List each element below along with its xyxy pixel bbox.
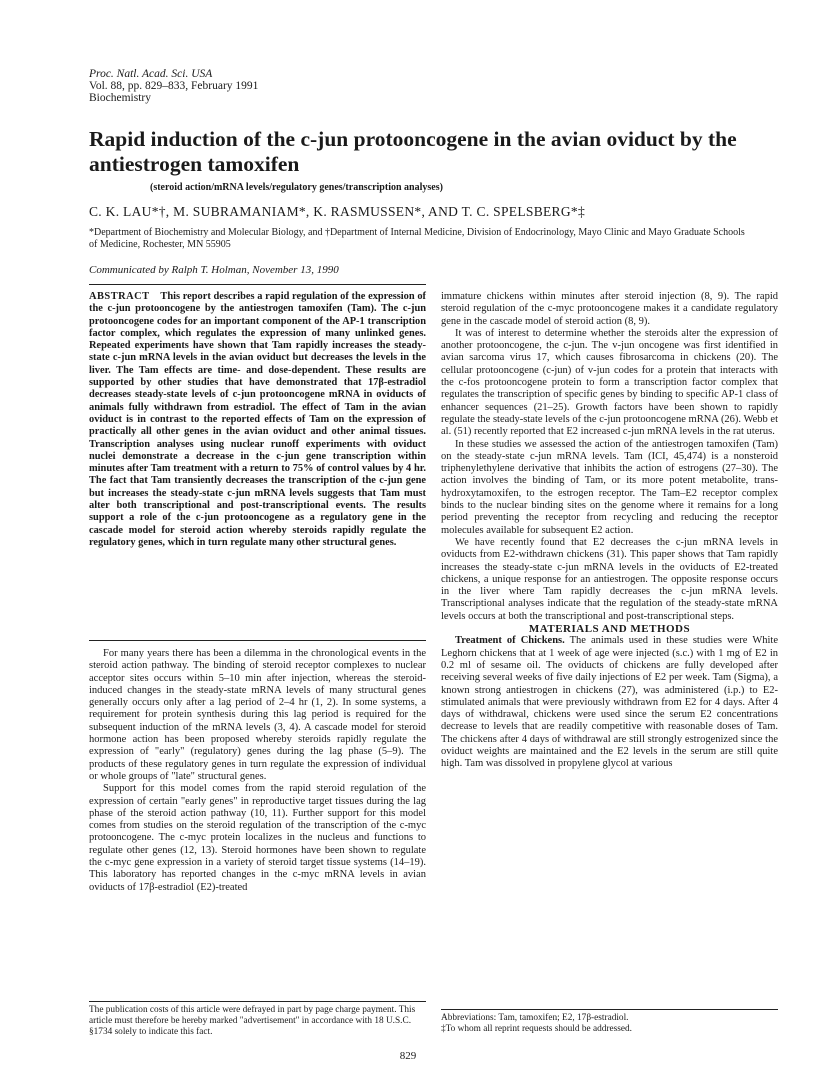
footnote-text: The publication costs of this article were defrayed in part by page charge payment. This article must therefore be hereby marked "advertisement" in accordance with 18 U.S.C. §1734 solely to indicate this fact.	[89, 1005, 416, 1037]
footnote-abbreviations	[441, 1009, 778, 1035]
journal-volume: Vol. 88, pp. 829–833, February 1991	[89, 80, 259, 92]
journal-section: Biochemistry	[89, 92, 151, 104]
authors: C. K. LAU*†, M. SUBRAMANIAM*, K. RASMUSSEN*, AND T. C. SPELSBERG*‡	[89, 204, 585, 219]
body-right-column	[441, 291, 778, 771]
abstract-top-rule	[89, 284, 426, 285]
methods-heading: MATERIALS AND METHODS	[528, 623, 691, 636]
body-paragraph: Support for this model comes from the rapid steroid regulation of the expression of certain "early genes" in reproductive target tissues during the lag phase of the steroid action pathway (10, 11). Further support for this model comes from studies on the steroid regulation of the transcription of the c-myc protooncogene. The c-myc protein localizes in the nucleus and functions to regulate other genes (12, 13). Steroid hormones have been shown to regulate the c-myc gene expression in a variety of steroid target tissue systems (14–19). This laboratory has reported changes in the c-myc mRNA levels in avian oviducts of 17β-estradiol (E2)-treated	[89, 783, 426, 893]
abstract-bottom-rule	[89, 640, 426, 641]
journal-name: Proc. Natl. Acad. Sci. USA	[89, 68, 213, 80]
abstract-heading: ABSTRACT	[89, 291, 150, 302]
abstract-text: This report describes a rapid regulation of the expression of the c-jun protooncogene by the antiestrogen tamoxifen (Tam). The c-jun protooncogene codes for an important component of the AP-1 transcription factor complex, which regulates the expression of many unlinked genes. Repeated experiments have shown that Tam rapidly increases the steady-state c-jun mRNA levels in the avian oviduct but decreases the levels in the liver. The Tam effects are time- and dose-dependent. These results are supported by other studies that have demonstrated that 17β-estradiol decreases steady-state levels of c-jun protooncogene mRNA in oviducts of animals fully withdrawn from estradiol. The effect of Tam in the avian oviduct is in contrast to the reported effects of Tam on the expression of practically all other genes in the avian oviduct and other animal tissues. Transcription analyses using nuclear runoff experiments with oviduct nuclei demonstrate a decrease in the c-jun gene transcription within minutes after Tam treatment with a return to 75% of control values by 4 hr. The fact that Tam transiently decreases the transcription of the c-jun gene but increases the steady-state c-jun mRNA levels suggests that Tam must alter both transcriptional and post-transcriptional events. The results support a role of the c-jun protooncogene as a regulatory gene in the cascade model for steroid action whereby steroids rapidly regulate the regulatory genes, which in turn regulate many other structural genes.	[89, 291, 427, 548]
methods-text: The animals used in these studies were White Leghorn chickens that at 1 week of age were injected (s.c.) with 1 mg of E2 in 0.2 ml of sesame oil. The oviducts of chickens are fully developed after receiving several weeks of five daily injections of E2 per week. Tam (Sigma), a known strong antiestrogen in chickens (27), was administered (i.p.) to E2-stimulated animals that were previously withdrawn from E2 for 4 days. After 4 days of withdrawal, chickens were used since the serum E2 concentrations decrease to levels that are readily competitive with reasonable doses of Tam. The chickens after 4 days of withdrawal are still strongly estrogenized since the oviduct weights are maintained and the E2 levels in the serum are still quite high. Tam was dissolved in propylene glycol at various	[441, 635, 778, 770]
methods-paragraph	[441, 635, 778, 770]
body-paragraph: We have recently found that E2 decreases the c-jun mRNA levels in oviducts from E2-withdrawn chickens (31). This paper shows that Tam rapidly increases the steady-state c-jun mRNA levels in the oviducts of E2-treated chickens, a unique response for an antiestrogen. The opposite response occurs in the liver where Tam rapidly decreases the c-jun mRNA levels. Transcriptional analyses indicate that the regulation of the steady-state mRNA levels occurs at both the transcriptional and post-transcriptional steps.	[441, 536, 778, 622]
body-left-column	[89, 648, 426, 894]
body-paragraph: immature chickens within minutes after steroid injection (8, 9). The rapid steroid regulation of the c-myc protooncogene makes it a candidate regulatory gene in the cascade model of steroid action (8, 9).	[441, 291, 778, 327]
affiliations: *Department of Biochemistry and Molecular Biology, and †Department of Internal Medicine, Division of Endocrinology, Mayo Clinic and Mayo Graduate Schools of Medicine, Rochester, MN 55905	[89, 227, 745, 250]
paper-title: Rapid induction of the c-jun protooncogene in the avian oviduct by the antiestrogen tamoxifen	[89, 127, 737, 176]
body-paragraph: In these studies we assessed the action of the antiestrogen tamoxifen (Tam) on the steady-state c-jun mRNA levels. Tam (ICI, 45,474) is a nonsteroid triphenylethylene derivative that inhibits the action of estrogens (27–30). The action involves the binding of Tam, or its more potent metabolite, trans-hydroxytamoxifen, to the estrogen receptor. The Tam–E2 receptor complex binds to the nuclear binding sites on the genome where it remains for a long period preventing the receptor from recycling and reducing the receptor molecules available for subsequent E2 action.	[441, 438, 778, 536]
abstract	[89, 291, 426, 549]
methods-runin-heading: Treatment of Chickens.	[455, 635, 565, 647]
footnote-reprint: ‡To whom all reprint requests should be addressed.	[441, 1024, 632, 1034]
journal-header	[89, 68, 258, 104]
body-paragraph: For many years there has been a dilemma in the chronological events in the steroid action pathway. The binding of steroid receptor complexes to nuclear acceptor sites occurs within 5–10 min after injection, whereas the steroid-induced changes in the steady-state mRNA levels of many structural genes generally occurs only after a lag period of 2–4 hr (1, 2). In some systems, a requirement for protein synthesis during this lag period is required for the subsequent induction of the mRNA levels (3, 4). A cascade model for steroid hormone action has been proposed whereby steroids rapidly regulate the expression of "early" (regulatory) genes during the lag phase (5–9). The products of these regulatory genes in turn regulate the expression of individual or whole groups of "late" structural genes.	[89, 648, 426, 782]
page-number: 829	[399, 1050, 417, 1062]
footnote-abbrev: Abbreviations: Tam, tamoxifen; E2, 17β-estradiol.	[441, 1013, 629, 1023]
footnote-publication-costs	[89, 1001, 426, 1038]
body-paragraph: It was of interest to determine whether the steroids alter the expression of another protooncogene, the c-jun. The v-jun oncogene was first identified in avian sarcoma virus 17, which causes fibrosarcoma in chickens (20). The cellular protooncogene (c-jun) of v-jun codes for a protein that interacts with the c-fos protooncogene protein to form a transcription factor complex that regulates the transcription of specific genes by binding to specific AP-1 class of enhancer sequences (21–25). Growth factors have been shown to rapidly regulate the steady-state levels of the c-jun protooncogene mRNA (26). Webb et al. (51) recently reported that E2 increased c-jun mRNA levels in the rat uterus.	[441, 327, 778, 438]
keywords: (steroid action/mRNA levels/regulatory genes/transcription analyses)	[150, 182, 443, 193]
communicated-by: Communicated by Ralph T. Holman, November 13, 1990	[89, 264, 339, 276]
